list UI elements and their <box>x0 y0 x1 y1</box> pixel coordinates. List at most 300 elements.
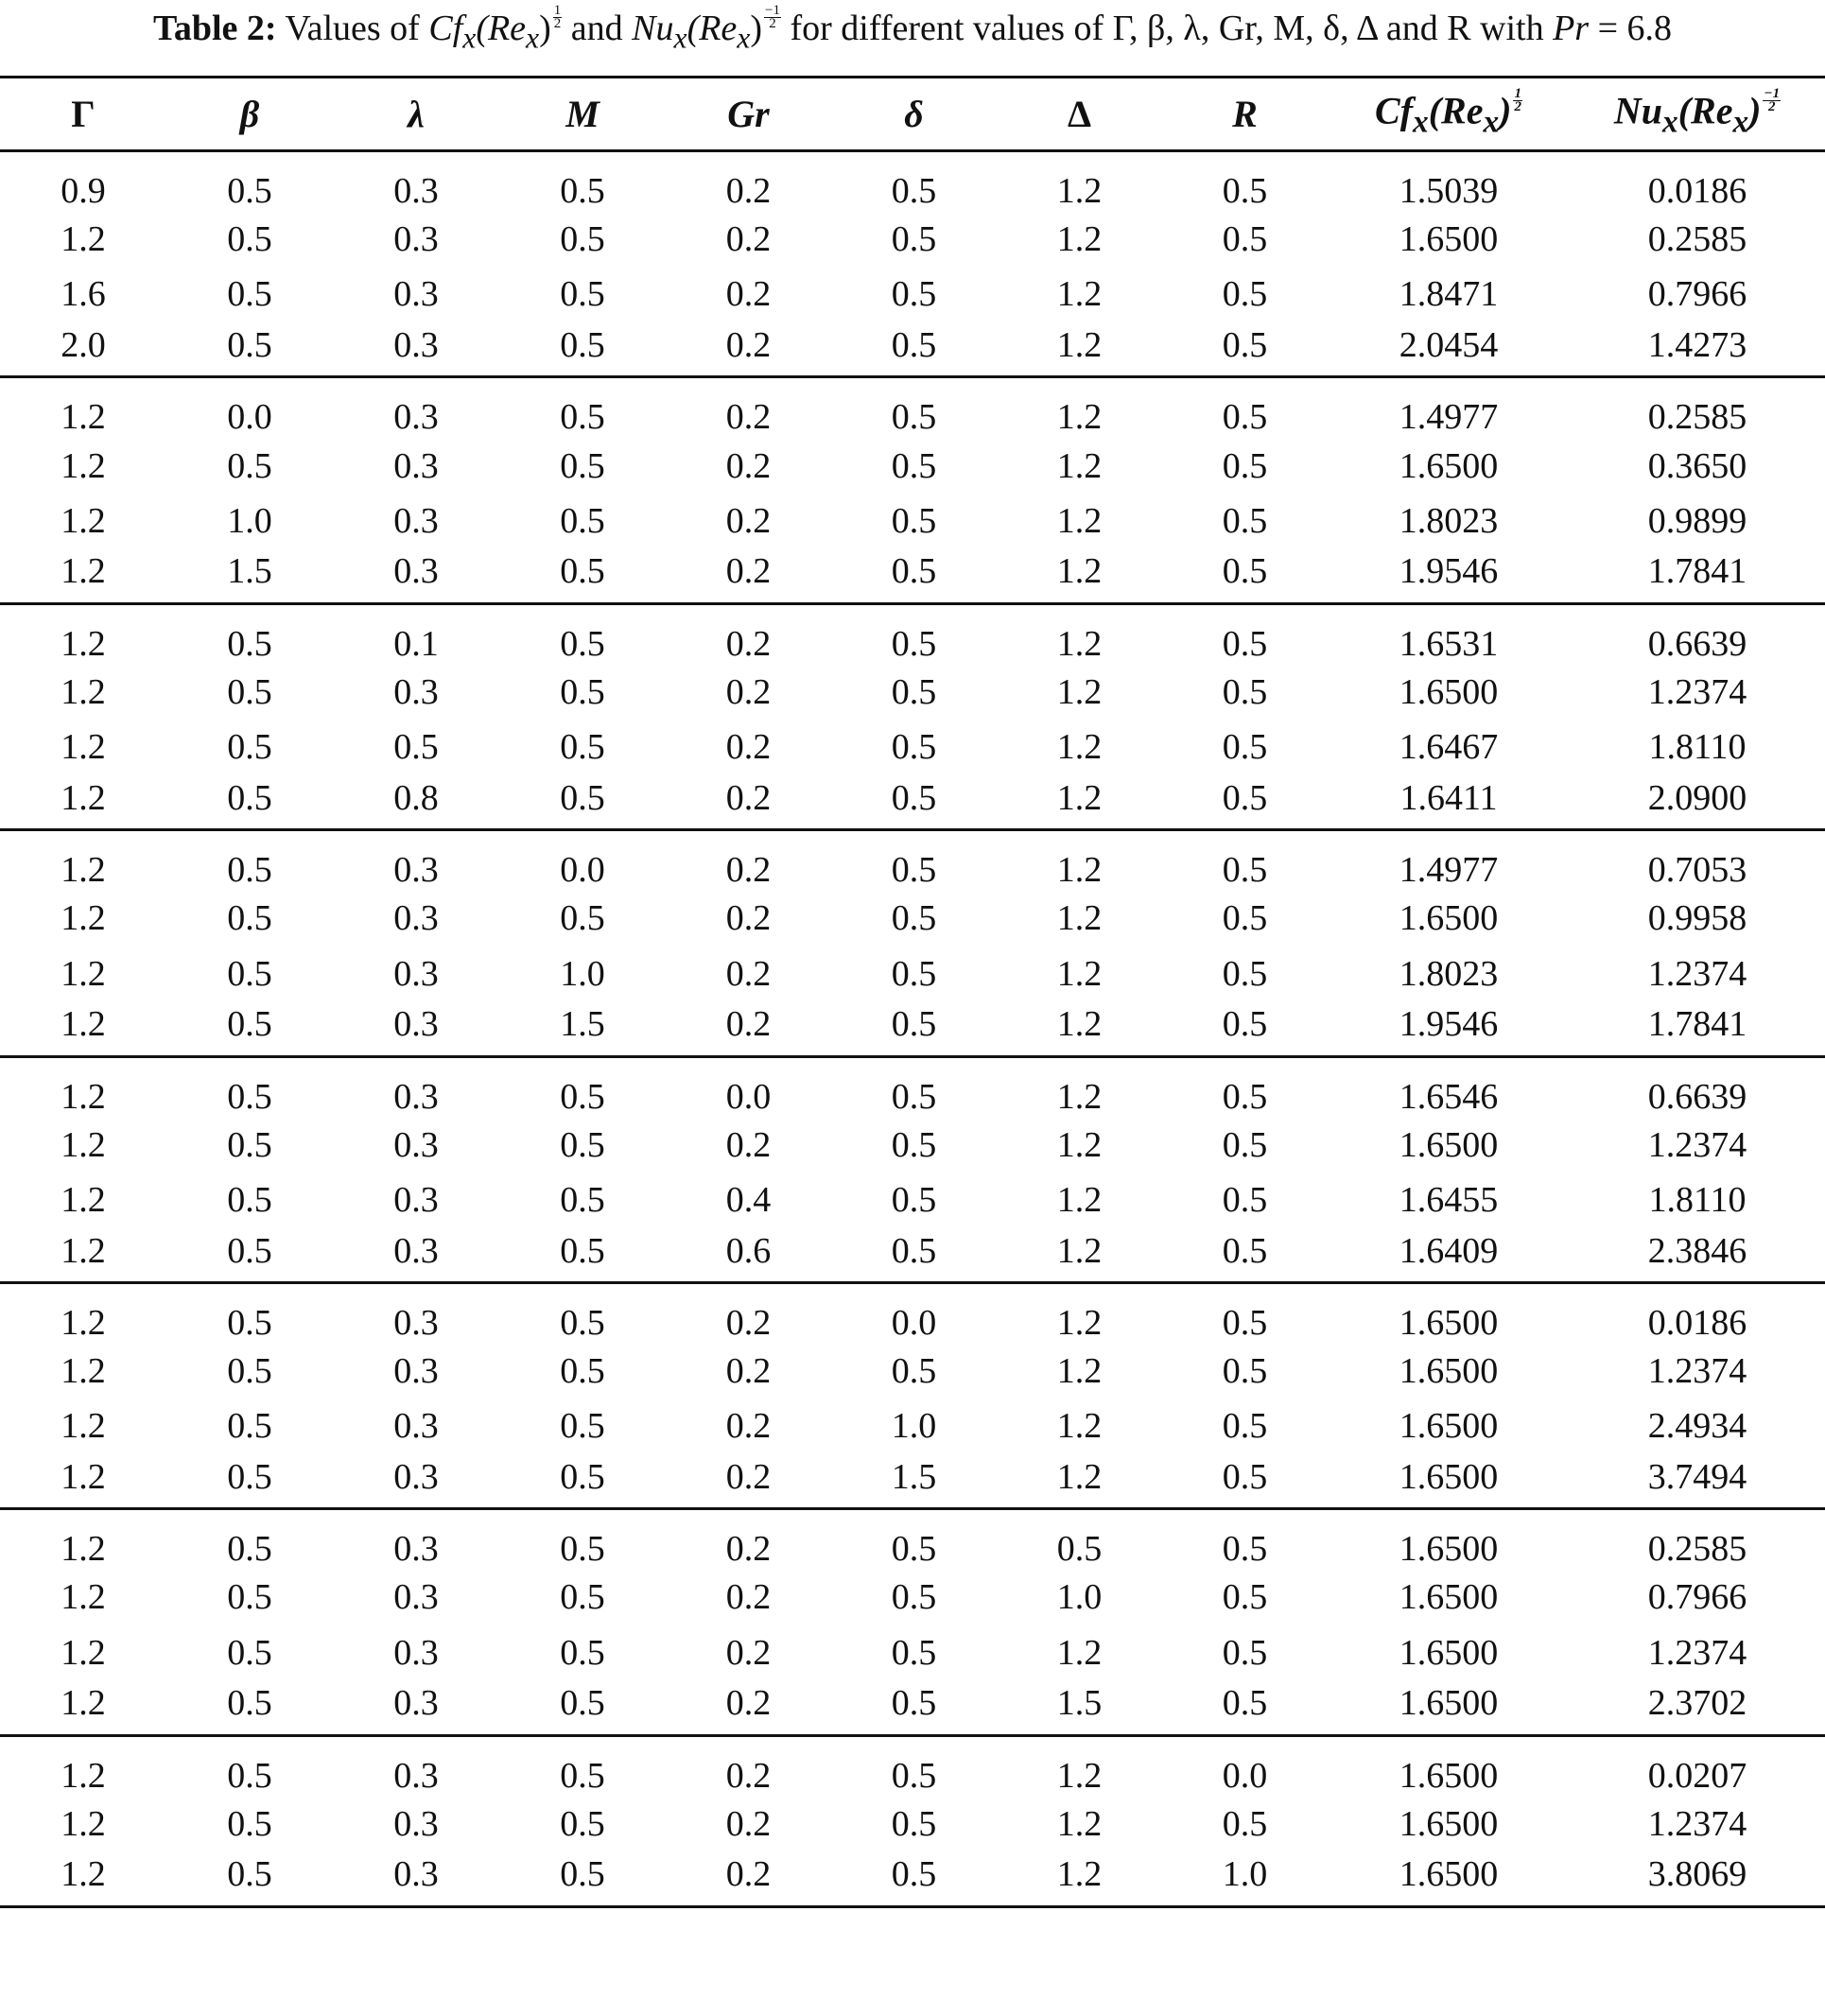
table-cell: 1.8110 <box>1648 727 1747 768</box>
table-cell: 0.5 <box>891 1577 937 1618</box>
caption-close-paren: ) <box>539 9 551 48</box>
table-cell: 0.5 <box>1222 1302 1268 1343</box>
header-r: R <box>1232 93 1258 135</box>
table-row <box>0 774 1825 829</box>
table-cell: 1.2 <box>1056 898 1103 939</box>
table-cell: 0.5 <box>560 445 605 486</box>
table-cell: 0.5 <box>1222 500 1268 541</box>
table-cell: 0.5 <box>560 171 605 211</box>
table-cell: 0.3 <box>393 1683 439 1724</box>
caption-values-of: Values of <box>285 9 420 48</box>
table-cell: 0.5 <box>560 1854 605 1895</box>
table-cell: 1.6500 <box>1399 1577 1499 1618</box>
table-cell: 0.5 <box>227 324 272 365</box>
table-cell: 0.2 <box>725 1351 772 1392</box>
table-cell: 0.5 <box>560 1180 605 1220</box>
table-row <box>0 1056 1825 1118</box>
row-group <box>0 1735 1825 1906</box>
table-cell: 2.4934 <box>1647 1406 1747 1447</box>
table-cell: 0.5 <box>560 219 605 260</box>
table-cell: 1.2 <box>1056 219 1103 260</box>
table-cell: 1.6500 <box>1399 1854 1499 1895</box>
caption-mid-text: for different values of Γ, β, λ, Gr, M, δ, Δ and R with <box>790 9 1544 48</box>
table-cell: 0.5 <box>560 1456 605 1497</box>
table-row <box>0 1173 1825 1227</box>
table-cell: 1.2 <box>1056 1004 1103 1045</box>
table-cell: 0.5 <box>227 274 272 315</box>
table-row <box>0 438 1825 493</box>
table-cell: 0.5 <box>560 1230 605 1271</box>
table-cell: 1.2 <box>1056 500 1103 541</box>
row-group <box>0 1282 1825 1508</box>
table-cell: 0.5 <box>1222 445 1268 486</box>
caption-pr-symbol: Pr <box>1553 9 1590 48</box>
table-cell: 0.5 <box>227 671 272 712</box>
table-cell: 0.2 <box>725 171 772 211</box>
table-cell: 0.5 <box>891 1755 937 1796</box>
table-cell: 2.3846 <box>1647 1230 1747 1271</box>
table-row <box>0 1118 1825 1173</box>
table-cell: 1.6500 <box>1399 1632 1499 1673</box>
table-row <box>0 1344 1825 1399</box>
table-cell: 1.2 <box>61 898 106 939</box>
table-cell: 0.5 <box>227 850 272 891</box>
header-gr: Gr <box>727 93 770 135</box>
table-cell: 0.0186 <box>1647 1302 1747 1343</box>
table-cell: 1.6500 <box>1399 1755 1499 1796</box>
header-row <box>0 78 1825 151</box>
table-cell: 0.5 <box>891 1230 937 1271</box>
table-cell: 0.5 <box>891 727 937 768</box>
table-cell: 0.5 <box>227 1577 272 1618</box>
table-cell: 0.9 <box>61 171 106 211</box>
table-cell: 1.2 <box>61 1076 106 1117</box>
table-cell: 1.2374 <box>1647 1803 1747 1844</box>
table-cell: 0.5 <box>560 551 605 592</box>
table-cell: 0.5 <box>227 1683 272 1724</box>
table-cell: 1.2 <box>1056 1351 1103 1392</box>
table-cell: 0.5 <box>560 898 605 939</box>
table-cell: 0.5 <box>1222 623 1268 664</box>
table-cell: 0.3 <box>393 1456 439 1497</box>
table-cell: 0.5 <box>891 324 937 365</box>
table-row <box>0 1735 1825 1797</box>
table-cell: 1.2 <box>1056 274 1103 315</box>
table-cell: 0.5 <box>1222 397 1268 438</box>
table-cell: 1.5 <box>891 1456 937 1497</box>
table-row <box>0 603 1825 665</box>
table-cell: 0.5 <box>1222 1180 1268 1220</box>
table-cell: 0.5 <box>891 1632 937 1673</box>
table-row <box>0 151 1825 213</box>
table-cell: 1.2 <box>1056 727 1103 768</box>
table-cell: 0.2 <box>725 727 772 768</box>
table-cell: 1.2 <box>1056 1755 1103 1796</box>
table-cell: 0.5 <box>891 1803 937 1844</box>
table-cell: 1.2 <box>1056 953 1103 994</box>
table-cell: 0.3 <box>393 850 439 891</box>
table-cell: 1.2 <box>1056 1124 1103 1165</box>
table-cell: 0.5 <box>1222 1230 1268 1271</box>
table-cell: 1.6500 <box>1399 1456 1499 1497</box>
table-cell: 1.2 <box>61 1854 106 1895</box>
table-cell: 1.0 <box>1222 1854 1268 1895</box>
table-cell: 1.2 <box>1056 397 1103 438</box>
table-cell: 0.5 <box>560 671 605 712</box>
table-cell: 1.2 <box>61 397 106 438</box>
table-cell: 0.5 <box>227 1406 272 1447</box>
table-cell: 0.3 <box>393 1180 439 1220</box>
table-cell: 1.8471 <box>1399 274 1499 315</box>
table-cell: 1.2 <box>61 1351 106 1392</box>
table-cell: 1.2 <box>61 671 106 712</box>
table-cell: 0.9958 <box>1647 898 1747 939</box>
table-cell: 0.5 <box>227 1351 272 1392</box>
table-cell: 1.2 <box>61 1456 106 1497</box>
table-cell: 0.2 <box>725 1683 772 1724</box>
table-cell: 1.6500 <box>1399 1683 1499 1724</box>
table-cell: 1.5039 <box>1399 171 1499 211</box>
table-cell: 0.2 <box>725 623 772 664</box>
table-cell: 0.5 <box>560 1755 605 1796</box>
table-cell: 0.5 <box>227 1124 272 1165</box>
table-cell: 0.3 <box>393 1302 439 1343</box>
caption-re-symbol: (Re <box>476 9 527 48</box>
table-cell: 1.6500 <box>1399 671 1499 712</box>
table-cell: 1.2 <box>1056 777 1103 818</box>
table-row <box>0 1680 1825 1735</box>
table-cell: 1.6500 <box>1399 445 1499 486</box>
table-cell: 2.0454 <box>1399 324 1499 365</box>
table-row <box>0 1797 1825 1851</box>
table-cell: 3.8069 <box>1647 1854 1747 1895</box>
table-cell: 1.2374 <box>1647 671 1747 712</box>
table-cell: 0.5 <box>891 1180 937 1220</box>
table-cell: 0.3 <box>393 171 439 211</box>
table-cell: 0.5 <box>891 1683 937 1724</box>
table-cell: 0.5 <box>891 623 937 664</box>
header-lambda: λ <box>408 93 425 135</box>
table-cell: 0.5 <box>1222 274 1268 315</box>
table-cell: 1.6531 <box>1399 623 1499 664</box>
header-delta-small: δ <box>904 93 924 135</box>
table-cell: 0.2 <box>725 500 772 541</box>
table-cell: 0.3 <box>393 219 439 260</box>
table-cell: 0.5 <box>560 1076 605 1117</box>
table-cell: 0.2 <box>725 1004 772 1045</box>
table-cell: 0.2 <box>725 324 772 365</box>
row-group <box>0 603 1825 829</box>
table-cell: 0.5 <box>227 1230 272 1271</box>
table-cell: 0.2585 <box>1647 1529 1747 1570</box>
table-cell: 0.5 <box>560 1577 605 1618</box>
table-cell: 1.2 <box>1056 551 1103 592</box>
table-cell: 0.2 <box>725 1302 772 1343</box>
table-cell: 0.7966 <box>1647 274 1747 315</box>
table-cell: 0.5 <box>227 1302 272 1343</box>
table-cell: 1.8110 <box>1648 1180 1747 1220</box>
table-row <box>0 665 1825 720</box>
table-cell: 1.2 <box>1056 1456 1103 1497</box>
table-cell: 1.2 <box>1056 1180 1103 1220</box>
table-cell: 1.6409 <box>1399 1230 1499 1271</box>
table-cell: 0.5 <box>1222 953 1268 994</box>
table-cell: 0.5 <box>227 727 272 768</box>
table-row <box>0 1001 1825 1056</box>
table-cell: 1.2 <box>61 1803 106 1844</box>
table-cell: 0.5 <box>393 727 439 768</box>
table-cell: 0.5 <box>227 171 272 211</box>
table-cell: 1.9546 <box>1399 551 1499 592</box>
table-cell: 0.5 <box>227 1632 272 1673</box>
table-cell: 0.5 <box>227 623 272 664</box>
table-cell: 0.3 <box>393 1755 439 1796</box>
table-row <box>0 1282 1825 1344</box>
table-cell: 0.3 <box>393 1632 439 1673</box>
table-cell: 0.0 <box>560 850 605 891</box>
table-cell: 0.0 <box>1222 1755 1268 1796</box>
table-cell: 0.2 <box>725 777 772 818</box>
table-cell: 0.5 <box>560 1803 605 1844</box>
table-cell: 1.2 <box>1056 850 1103 891</box>
table-cell: 1.2 <box>61 953 106 994</box>
table-cell: 1.6500 <box>1399 1302 1499 1343</box>
table-cell: 1.2 <box>61 1180 106 1220</box>
table-cell: 0.5 <box>560 500 605 541</box>
table-cell: 1.7841 <box>1647 1004 1747 1045</box>
table-cell: 0.5 <box>1222 1124 1268 1165</box>
table-cell: 0.3 <box>393 1004 439 1045</box>
table-cell: 1.6500 <box>1399 1803 1499 1844</box>
table-cell: 0.5 <box>1222 727 1268 768</box>
table-cell: 1.9546 <box>1399 1004 1499 1045</box>
table-cell: 0.2 <box>725 219 772 260</box>
table-cell: 1.2 <box>1056 1076 1103 1117</box>
table-cell: 2.0900 <box>1647 777 1747 818</box>
table-cell: 0.2 <box>725 671 772 712</box>
table-cell: 0.5 <box>227 445 272 486</box>
table-cell: 0.3 <box>393 551 439 592</box>
table-row <box>0 212 1825 267</box>
table-cell: 0.3 <box>393 1351 439 1392</box>
table-cell: 0.5 <box>1222 1632 1268 1673</box>
table-row <box>0 494 1825 548</box>
table-cell: 0.5 <box>891 219 937 260</box>
caption-re-sub: x <box>526 21 540 55</box>
table-cell: 0.5 <box>1222 324 1268 365</box>
table-cell: 1.6 <box>61 274 106 315</box>
table-cell: 0.5 <box>227 898 272 939</box>
table-cell: 0.0 <box>227 397 272 438</box>
table-cell: 0.5 <box>891 1854 937 1895</box>
table-cell: 0.2 <box>725 397 772 438</box>
table-cell: 0.0 <box>725 1076 772 1117</box>
table-row <box>0 891 1825 946</box>
table-cell: 0.5 <box>560 623 605 664</box>
table-cell: 1.6500 <box>1399 1529 1499 1570</box>
table-row <box>0 946 1825 1000</box>
row-group <box>0 830 1825 1056</box>
table-cell: 0.5 <box>1222 1577 1268 1618</box>
caption-cf-sub: x <box>462 21 477 55</box>
table-cell: 0.3 <box>393 898 439 939</box>
caption-cf-exponent: $\frac{1}{2}$ <box>553 2 562 31</box>
table-row <box>0 267 1825 322</box>
table-cell: 1.6467 <box>1399 727 1499 768</box>
table-cell: 0.5 <box>1222 1456 1268 1497</box>
table-cell: 0.2 <box>725 953 772 994</box>
table-cell: 0.5 <box>891 1076 937 1117</box>
table-cell: 1.2 <box>1056 1854 1103 1895</box>
table-cell: 0.6639 <box>1647 1076 1747 1117</box>
table-cell: 0.3 <box>393 445 439 486</box>
table-cell: 0.3 <box>393 324 439 365</box>
table-cell: 1.5 <box>227 551 272 592</box>
table-cell: 1.2 <box>61 1529 106 1570</box>
table-cell: 0.5 <box>560 1406 605 1447</box>
table-cell: 0.5 <box>1056 1529 1103 1570</box>
table-cell: 1.6500 <box>1399 898 1499 939</box>
table-cell: 0.5 <box>227 1456 272 1497</box>
table-cell: 1.2 <box>61 445 106 486</box>
table-cell: 0.4 <box>725 1180 772 1220</box>
table-cell: 1.2 <box>1056 1632 1103 1673</box>
table-caption: Table 2: Values of $Cf_x(Re_x)$ $\frac{1}{2}$ and $Nu_x(Re_x)$ $\frac{-1}{2}$ for different values of Γ, β, λ, Gr, M, δ, Δ and R with Pr = 6.8 <box>152 2 1673 55</box>
table-cell: 0.5 <box>1222 1683 1268 1724</box>
table-cell: 0.5 <box>227 219 272 260</box>
table-cell: 0.3 <box>393 671 439 712</box>
row-group <box>0 377 1825 603</box>
header-beta: β <box>239 93 260 135</box>
table-cell: 0.5 <box>1222 219 1268 260</box>
table-cell: 0.2 <box>725 850 772 891</box>
caption-nu-exponent: $\frac{-1}{2}$ <box>765 2 780 31</box>
table-cell: 1.6500 <box>1399 1406 1499 1447</box>
table-cell: 0.5 <box>891 850 937 891</box>
table-cell: 1.6500 <box>1399 219 1499 260</box>
table-cell: 1.2 <box>61 623 106 664</box>
table-cell: 1.8023 <box>1399 953 1499 994</box>
row-group <box>0 1056 1825 1282</box>
table-cell: 0.5 <box>891 1004 937 1045</box>
table-cell: 1.2 <box>61 1230 106 1271</box>
table-cell: 0.0186 <box>1647 171 1747 211</box>
table-cell: 0.5 <box>1222 1351 1268 1392</box>
table-cell: 3.7494 <box>1647 1456 1747 1497</box>
table-cell: 0.5 <box>891 500 937 541</box>
table-cell: 0.2 <box>725 445 772 486</box>
table-cell: 0.5 <box>891 397 937 438</box>
table-cell: 0.5 <box>891 274 937 315</box>
table-cell: 0.5 <box>1222 551 1268 592</box>
table-cell: 1.2 <box>1056 1230 1103 1271</box>
table-cell: 0.5 <box>560 1683 605 1724</box>
table-row <box>0 1509 1825 1571</box>
table-cell: 0.3 <box>393 500 439 541</box>
table-cell: 0.5 <box>891 1351 937 1392</box>
table-cell: 1.4273 <box>1647 324 1747 365</box>
table-cell: 0.3 <box>393 397 439 438</box>
table-row <box>0 1399 1825 1453</box>
caption-and: and <box>570 9 623 48</box>
table-cell: 0.5 <box>1222 850 1268 891</box>
caption-nu-symbol: Nu <box>632 9 674 48</box>
table-cell: 0.3 <box>393 1577 439 1618</box>
table-cell: 1.2 <box>61 219 106 260</box>
table-cell: 1.4977 <box>1399 850 1499 891</box>
table-cell: 0.5 <box>560 324 605 365</box>
table-cell: 1.2 <box>61 1577 106 1618</box>
table-cell: 1.2 <box>61 1632 106 1673</box>
table-cell: 0.2 <box>725 1124 772 1165</box>
table-cell: 0.0 <box>891 1302 937 1343</box>
table-cell: 0.5 <box>1222 898 1268 939</box>
table-cell: 0.5 <box>1222 1529 1268 1570</box>
table-cell: 0.3650 <box>1647 445 1747 486</box>
table-cell: 0.3 <box>393 1406 439 1447</box>
table-cell: 0.5 <box>560 727 605 768</box>
table-cell: 0.1 <box>393 623 439 664</box>
table-cell: 1.5 <box>560 1004 605 1045</box>
table-cell: 0.2 <box>725 274 772 315</box>
table-cell: 0.2 <box>725 1406 772 1447</box>
table-cell: 0.2 <box>725 1755 772 1796</box>
table-cell: 1.2 <box>61 1124 106 1165</box>
table-cell: 0.2585 <box>1647 397 1747 438</box>
table-cell: 0.2 <box>725 1854 772 1895</box>
table-row <box>0 377 1825 439</box>
table-cell: 0.9899 <box>1647 500 1747 541</box>
header-nusselt: $Nu_x(Re_x)$ $\frac{-1}{2}$ <box>1613 85 1781 140</box>
table-cell: 0.5 <box>1222 1803 1268 1844</box>
table-cell: 0.5 <box>1222 671 1268 712</box>
table-cell: 0.6639 <box>1647 623 1747 664</box>
table-cell: 0.2 <box>725 1632 772 1673</box>
table-cell: 1.2374 <box>1647 1632 1747 1673</box>
table-cell: 1.6455 <box>1399 1180 1499 1220</box>
table-cell: 1.0 <box>1056 1577 1103 1618</box>
caption-label: Table 2: <box>152 9 277 48</box>
table-cell: 0.5 <box>891 953 937 994</box>
table-cell: 0.7053 <box>1647 850 1747 891</box>
table-cell: 0.5 <box>227 1854 272 1895</box>
table-row <box>0 1570 1825 1625</box>
table-cell: 0.5 <box>227 1529 272 1570</box>
table-cell: 0.3 <box>393 953 439 994</box>
table-cell: 0.5 <box>1222 171 1268 211</box>
table-cell: 0.6 <box>725 1230 772 1271</box>
table-cell: 0.5 <box>560 1351 605 1392</box>
table-cell: 0.8 <box>393 777 439 818</box>
table-cell: 0.5 <box>560 397 605 438</box>
table-row <box>0 1227 1825 1282</box>
table-cell: 1.2 <box>61 551 106 592</box>
table-cell: 0.5 <box>227 1803 272 1844</box>
table-cell: 1.2 <box>1056 171 1103 211</box>
table-cell: 1.2 <box>1056 445 1103 486</box>
table-row <box>0 1454 1825 1509</box>
results-table <box>0 76 1825 1908</box>
table-cell: 1.6500 <box>1399 1124 1499 1165</box>
table-cell: 0.5 <box>891 445 937 486</box>
table-cell: 1.6500 <box>1399 1351 1499 1392</box>
table-row <box>0 720 1825 774</box>
table-cell: 0.2 <box>725 1456 772 1497</box>
table-cell: 1.2 <box>61 500 106 541</box>
table-cell: 0.5 <box>1222 1076 1268 1117</box>
table-cell: 0.5 <box>560 1632 605 1673</box>
table-cell: 1.0 <box>227 500 272 541</box>
